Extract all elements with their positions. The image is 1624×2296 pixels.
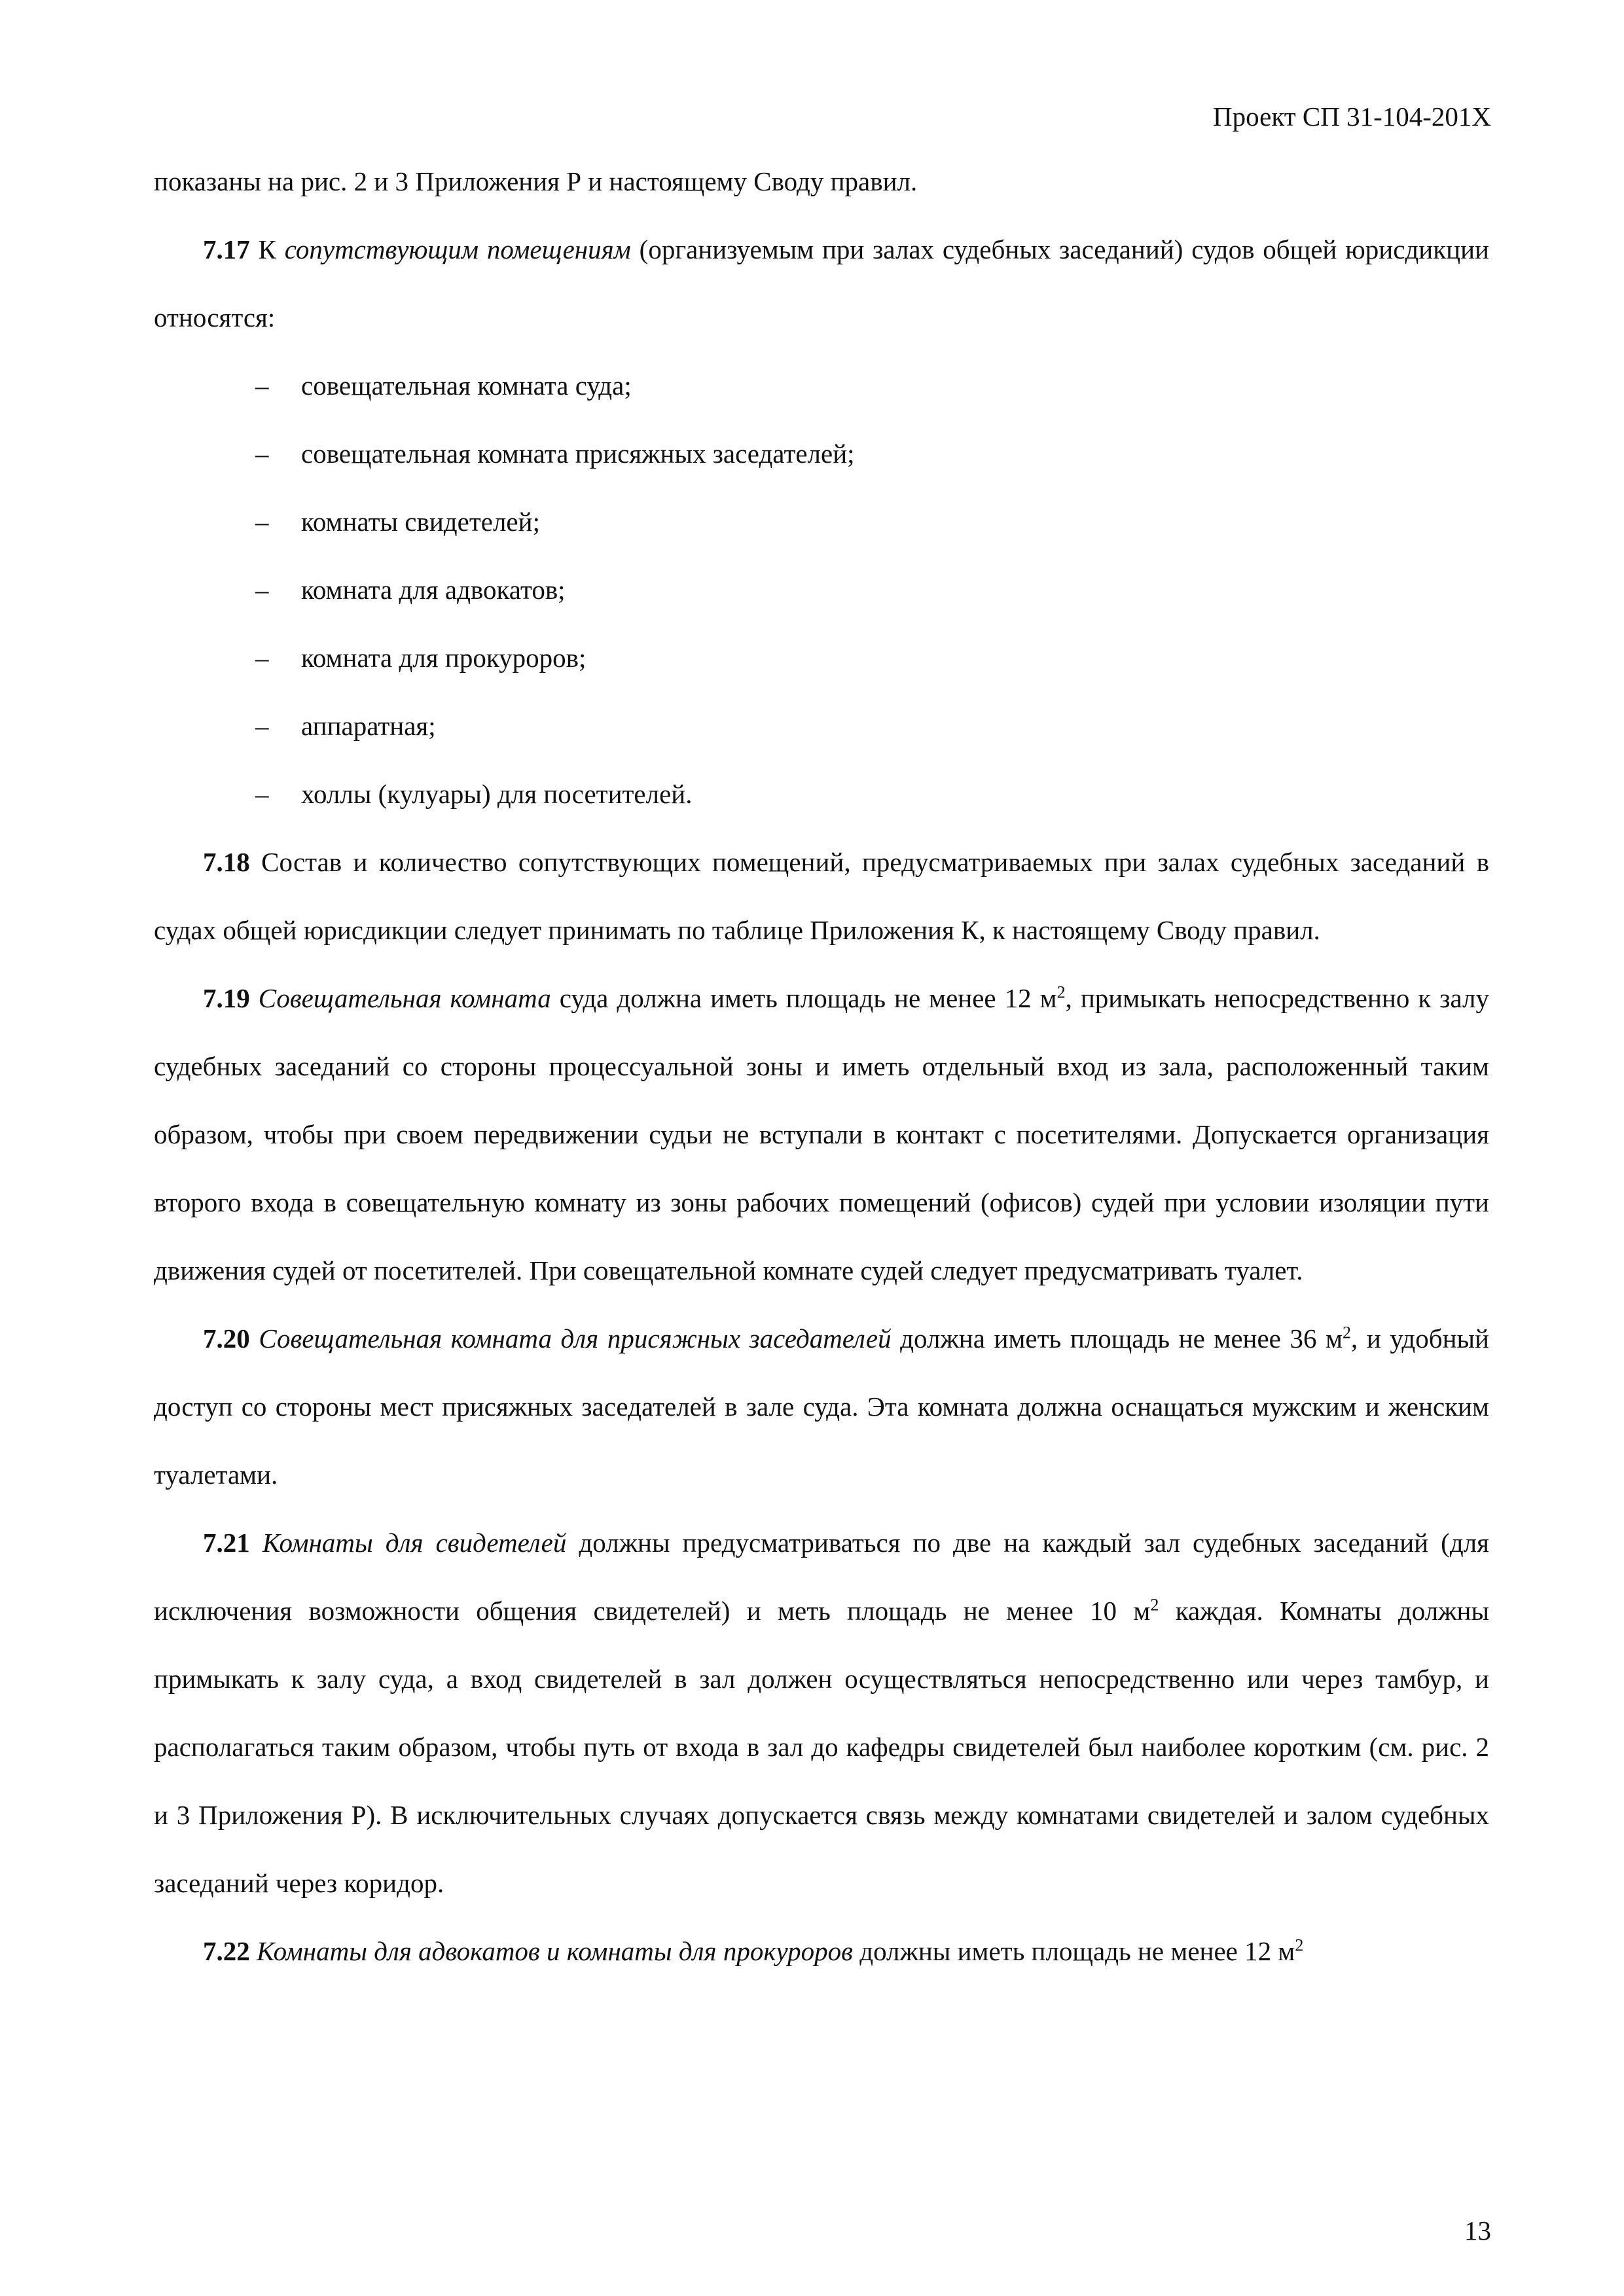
italic-term: Комнаты для свидетелей (262, 1528, 567, 1558)
dash-bullet: – (255, 643, 269, 673)
paragraph-7-21 (154, 1509, 1489, 1917)
paragraph-text: (организуемым при залах судебных заседаний) судов общей юрисдикции относятся: (154, 234, 1489, 332)
paragraph-7-17 (154, 215, 1489, 351)
list-item-text: холлы (кулуары) для посетителей. (301, 779, 693, 809)
paragraph-number: 7.20 (203, 1323, 250, 1354)
italic-term: Совещательная комната для присяжных заседателей (259, 1323, 892, 1354)
list-item-text: комнаты свидетелей; (301, 507, 540, 537)
paragraph-text: должны предусматриваться по две на каждый зал судебных заседаний (для исключения возможности общения свидетелей) и меть площадь не менее 10 м (154, 1528, 1490, 1626)
superscript: 2 (1295, 1935, 1304, 1955)
list-item (154, 556, 1489, 624)
dash-bullet: – (255, 575, 269, 605)
list-item (154, 351, 1489, 420)
list-item (154, 760, 1489, 828)
paragraph-text: , примыкать непосредственно к залу судебных заседаний со стороны процессуальной зоны и иметь отдельный вход из зала, расположенный таким образом, чтобы при своем передвижении судьи не вступали в контакт с посетителями. Допускается организация второго входа в совещательную комнату из зоны рабочих помещений (офисов) судей при условии изоляции пути движения судей от посетителей. При совещательной комнате судей следует предусматривать туалет. (154, 983, 1490, 1285)
list-item-text: аппаратная; (301, 711, 436, 741)
superscript: 2 (1150, 1595, 1159, 1615)
list-item-text: совещательная комната суда; (301, 370, 632, 401)
paragraph-7-22 (154, 1917, 1489, 1985)
list-item-text: совещательная комната присяжных заседателей; (301, 439, 855, 469)
dash-bullet: – (255, 439, 269, 469)
room-list (154, 351, 1489, 828)
italic-term: Совещательная комната (258, 983, 551, 1013)
paragraph-text: должны иметь площадь не менее 12 м (852, 1936, 1295, 1966)
dash-bullet: – (255, 711, 269, 741)
paragraph-7-20 (154, 1304, 1489, 1509)
list-item (154, 420, 1489, 488)
superscript: 2 (1056, 982, 1066, 1002)
paragraph-number: 7.22 (203, 1936, 250, 1966)
dash-bullet: – (255, 507, 269, 537)
paragraph-7-19 (154, 964, 1489, 1304)
page-content (154, 147, 1489, 1985)
dash-bullet: – (255, 370, 269, 401)
list-item-text: комната для адвокатов; (301, 575, 566, 605)
list-item (154, 624, 1489, 692)
continuation-paragraph: показаны на рис. 2 и 3 Приложения Р и настоящему Своду правил. (154, 166, 918, 196)
paragraph-text: К (249, 234, 285, 264)
paragraph-text: каждая. Комнаты должны примыкать к залу суда, а вход свидетелей в зал должен осуществляться непосредственно или через тамбур, и располагаться таким образом, чтобы путь от входа в зал до кафедры свидетелей был наиболее коротким (см. рис. 2 и 3 Приложения Р). В исключительных случаях допускается связь между комнатами свидетелей и залом судебных заседаний через коридор. (154, 1596, 1489, 1898)
list-item (154, 692, 1489, 760)
paragraph-text: суда должна иметь площадь не менее 12 м (550, 983, 1057, 1013)
dash-bullet: – (255, 779, 269, 809)
list-item-text: комната для прокуроров; (301, 643, 586, 673)
italic-term: сопутствующим помещениям (284, 234, 631, 264)
paragraph-text: Состав и количество сопутствующих помещений, предусматриваемых при залах судебных заседаний в судах общей юрисдикции следует принимать по таблице Приложения К, к настоящему Своду правил. (154, 847, 1489, 945)
page-number: 13 (1464, 2215, 1491, 2246)
paragraph-number: 7.21 (203, 1528, 250, 1558)
page-header: Проект СП 31-104-201Х (1213, 101, 1491, 132)
paragraph-number: 7.17 (203, 234, 250, 264)
paragraph-7-18 (154, 828, 1489, 964)
italic-term: Комнаты для адвокатов и комнаты для прокуроров (257, 1936, 853, 1966)
superscript: 2 (1343, 1323, 1352, 1342)
list-item (154, 488, 1489, 556)
paragraph-text: , и удобный доступ со стороны мест присяжных заседателей в зале суда. Эта комната должна оснащаться мужским и женским туалетами. (154, 1323, 1489, 1490)
paragraph-text: должна иметь площадь не менее 36 м (891, 1323, 1343, 1354)
paragraph-number: 7.18 (203, 847, 250, 877)
paragraph-number: 7.19 (203, 983, 250, 1013)
